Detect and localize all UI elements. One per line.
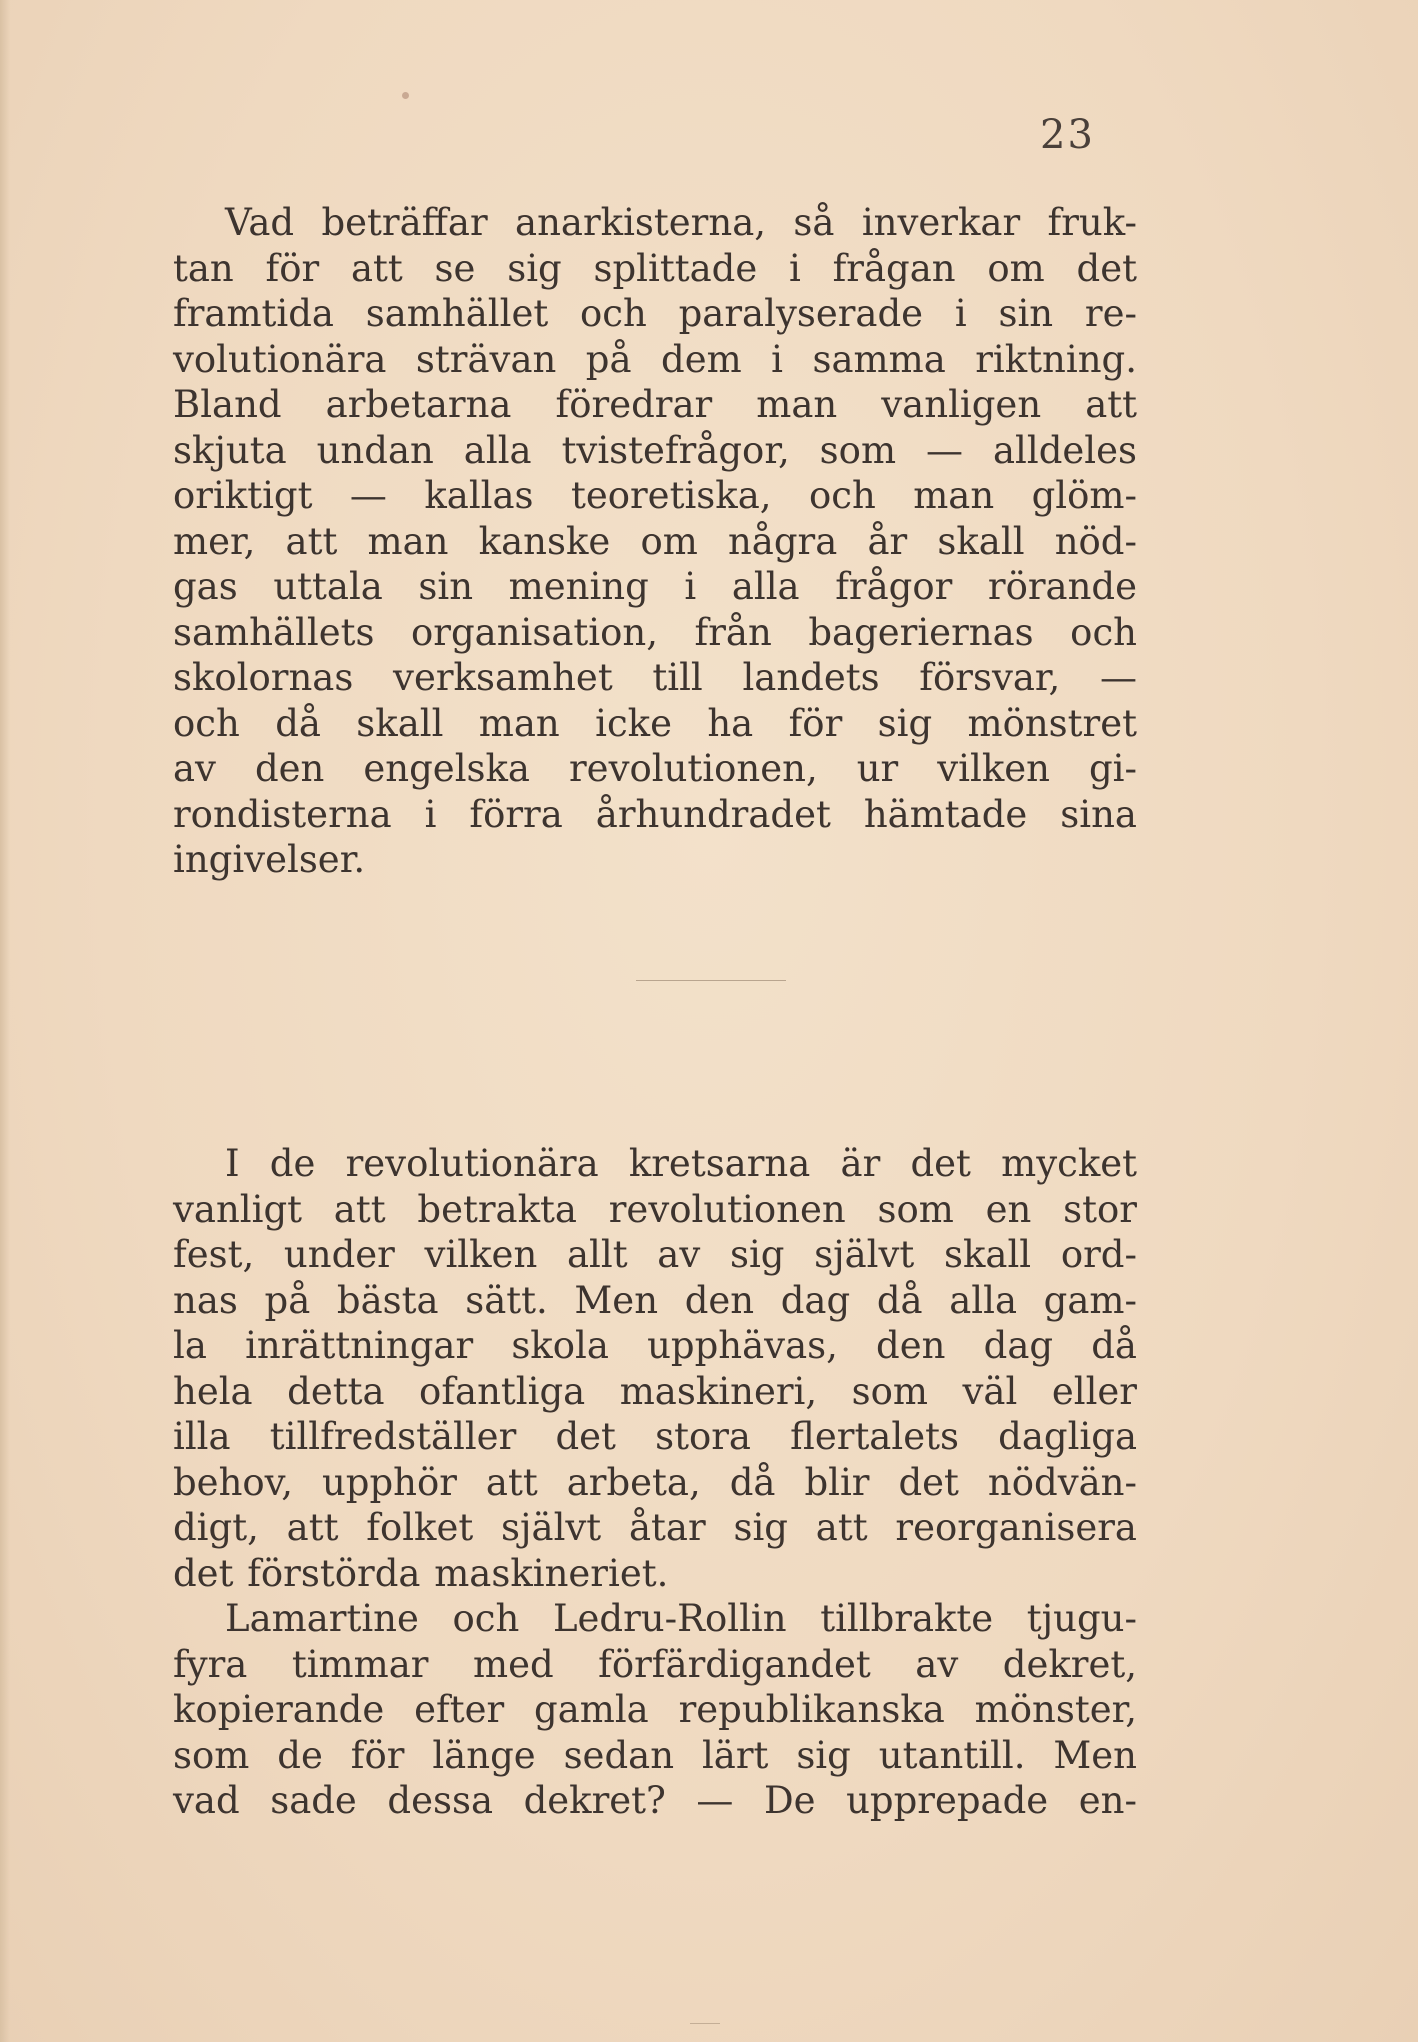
text-line: av den engelska revolutionen, ur vilken gi- <box>173 747 1137 790</box>
text-line: Bland arbetarna föredrar man vanligen att <box>173 383 1137 426</box>
text-line: fest, under vilken allt av sig självt skall ord- <box>173 1233 1137 1276</box>
text-line: oriktigt — kallas teoretiska, och man glöm- <box>173 474 1137 517</box>
text-line: kopierande efter gamla republikanska mönster, <box>173 1688 1137 1731</box>
paragraph-1 <box>173 200 1137 883</box>
text-line: och då skall man icke ha för sig mönstret <box>173 701 1137 745</box>
text-line: skjuta undan alla tvistefrågor, som — alldeles <box>173 428 1137 472</box>
text-line: ingivelser. <box>173 838 366 881</box>
text-line: det förstörda maskineriet. <box>173 1551 669 1595</box>
text-line: mer, att man kanske om några år skall nöd- <box>173 519 1137 563</box>
paper-speck <box>402 92 409 99</box>
text-line: fyra timmar med förfärdigandet av dekret, <box>173 1642 1137 1686</box>
section-divider <box>636 980 786 981</box>
text-line: Vad beträffar anarkisterna, så inverkar fruk- <box>225 201 1137 244</box>
text-line: illa tillfredställer det stora flertalets dagliga <box>173 1415 1137 1458</box>
text-line: gas uttala sin mening i alla frågor rörande <box>173 565 1137 608</box>
text-line: tan för att se sig splittade i frågan om det <box>173 246 1137 290</box>
text-line: vanligt att betrakta revolutionen som en stor <box>173 1187 1137 1231</box>
text-line: skolornas verksamhet till landets försvar, — <box>173 656 1137 699</box>
text-line: digt, att folket självt åtar sig att reorganisera <box>173 1506 1137 1549</box>
text-line: vad sade dessa dekret? — De upprepade en- <box>173 1779 1137 1822</box>
bottom-mark <box>690 2023 720 2024</box>
text-line: Lamartine och Ledru-Rollin tillbrakte tjugu- <box>225 1597 1137 1640</box>
page-edge-shadow <box>0 0 10 2042</box>
text-line: behov, upphör att arbeta, då blir det nödvän- <box>173 1460 1137 1504</box>
text-line: som de för länge sedan lärt sig utantill. Men <box>173 1733 1137 1777</box>
text-line: nas på bästa sätt. Men den dag då alla gam- <box>173 1278 1137 1322</box>
text-line: volutionära strävan på dem i samma riktning. <box>173 337 1137 381</box>
page-number: 23 <box>1040 112 1095 158</box>
text-line: samhällets organisation, från bageriernas och <box>173 610 1137 654</box>
text-line: rondisterna i förra århundradet hämtade sina <box>173 792 1137 836</box>
paragraph-2-3 <box>173 1141 1137 1824</box>
text-line: hela detta ofantliga maskineri, som väl eller <box>173 1369 1137 1413</box>
text-line: framtida samhället och paralyserade i sin re- <box>173 292 1137 335</box>
text-line: la inrättningar skola upphävas, den dag då <box>173 1324 1137 1367</box>
text-line: I de revolutionära kretsarna är det mycket <box>225 1142 1137 1185</box>
